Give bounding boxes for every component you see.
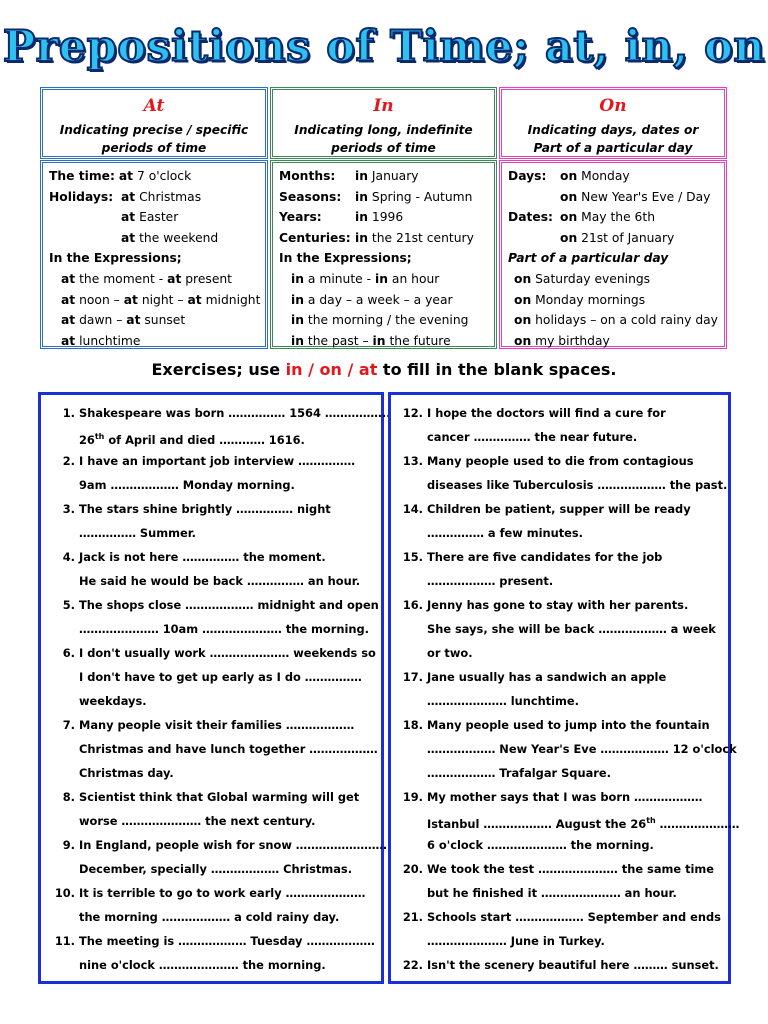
- exercise-number: 5.: [62, 598, 75, 612]
- example-line: [279, 187, 488, 208]
- in-examples: [270, 160, 497, 349]
- example-line: [508, 228, 718, 249]
- exercise-line: [399, 401, 720, 425]
- exercise-line: [49, 401, 391, 425]
- exercise-item: [399, 713, 737, 785]
- exercise-number: 8.: [62, 790, 75, 804]
- exercise-item: [49, 833, 387, 881]
- exercise-line: [49, 689, 373, 713]
- exercise-number: 15.: [402, 550, 423, 564]
- exercise-text: I have an important job interview ……………: [79, 454, 356, 468]
- example-line: [508, 166, 718, 187]
- exercise-text: In England, people wish for snow ……………………: [79, 838, 387, 852]
- header-desc-line: Indicating days, dates or: [527, 123, 699, 137]
- example-value: night –: [141, 292, 184, 307]
- example-prep: in: [355, 169, 368, 183]
- expressions-heading: In the Expressions;: [279, 251, 412, 266]
- exercise-number: 3.: [62, 502, 75, 516]
- example-value: 21st of January: [581, 230, 675, 245]
- instruction-highlight: in / on / at: [285, 360, 378, 379]
- exercise-line: [399, 593, 720, 617]
- example-prep: at: [118, 169, 134, 183]
- exercise-text: 26: [79, 432, 95, 447]
- exercise-text: Isn't the scenery beautiful here ……… sunset.: [427, 958, 719, 972]
- example-value: the moment -: [79, 271, 164, 286]
- exercise-line: [399, 641, 720, 665]
- exercise-text: nine o'clock ………………… the morning.: [79, 958, 326, 972]
- exercise-line: [399, 521, 720, 545]
- exercise-number: 20.: [402, 862, 423, 876]
- exercise-line: [49, 929, 373, 953]
- example-value: lunchtime: [79, 333, 141, 348]
- example-line: [508, 310, 718, 331]
- exercise-number: 10.: [54, 886, 75, 900]
- exercise-text: Many people visit their families ………………: [79, 718, 355, 732]
- instruction-text: to fill in the blank spaces.: [382, 360, 617, 379]
- expressions-heading: In the Expressions;: [49, 251, 182, 266]
- exercise-line: [49, 785, 373, 809]
- at-examples: [40, 160, 268, 349]
- ordinal-suffix: th: [646, 816, 656, 825]
- exercise-line: [399, 953, 720, 977]
- example-prep: in: [355, 210, 368, 225]
- exercise-text: The shops close ……………… midnight and open: [79, 598, 379, 612]
- exercise-item: [399, 497, 720, 545]
- example-line: [279, 331, 488, 352]
- exercise-item: [49, 881, 373, 929]
- exercise-number: 14.: [402, 502, 423, 516]
- example-line: [508, 290, 718, 311]
- exercise-text: Schools start ……………… September and ends: [427, 910, 721, 924]
- example-value: January: [371, 169, 419, 183]
- example-prep: at: [61, 333, 76, 348]
- example-line: [49, 290, 259, 311]
- exercise-number: 2.: [62, 454, 75, 468]
- exercise-text: worse ………………… the next century.: [79, 814, 316, 828]
- example-label: Days:: [508, 169, 547, 183]
- exercise-item: [399, 785, 740, 857]
- exercises-right: [388, 392, 740, 984]
- example-prep: on: [560, 230, 578, 245]
- exercise-line: [49, 521, 373, 545]
- example-label: The time:: [49, 169, 115, 183]
- example-prep: at: [120, 189, 136, 204]
- header-word: On: [599, 96, 627, 116]
- exercise-number: 18.: [402, 718, 423, 732]
- exercise-number: 21.: [402, 910, 423, 924]
- exercise-text: We took the test ………………… the same time: [427, 862, 715, 876]
- exercise-item: [49, 785, 373, 833]
- exercise-item: [399, 953, 720, 977]
- exercise-number: 4.: [62, 550, 75, 564]
- example-value: 1996: [371, 210, 404, 225]
- example-label: Seasons:: [279, 189, 342, 204]
- example-line: [508, 331, 718, 352]
- exercise-line: [399, 713, 720, 737]
- example-line: [49, 331, 259, 352]
- example-prep: in: [291, 271, 304, 286]
- example-prep: in: [375, 271, 388, 286]
- exercise-text: Jane usually has a sandwich an apple: [427, 670, 667, 684]
- exercise-text: There are five candidates for the job: [427, 550, 663, 564]
- exercise-text: Jack is not here …………… the moment.: [79, 550, 326, 564]
- example-prep: at: [121, 230, 136, 245]
- header-word: In: [373, 96, 394, 116]
- example-value: the morning / the evening: [307, 313, 469, 328]
- example-line: [508, 269, 718, 290]
- example-prep: on: [514, 292, 532, 307]
- exercise-line: [49, 833, 387, 857]
- exercise-text: ………………… lunchtime.: [427, 694, 579, 708]
- example-value: May the 6th: [581, 210, 655, 225]
- example-value: the future: [389, 333, 451, 348]
- header-desc-line: periods of time: [101, 141, 207, 155]
- exercise-item: [49, 641, 376, 713]
- exercise-line: [399, 665, 720, 689]
- page-title: Prepositions of Time; at, in, on: [2, 22, 766, 72]
- header-desc-line: periods of time: [331, 141, 436, 155]
- header-desc-line: Part of a particular day: [533, 141, 693, 155]
- example-value: the past –: [307, 333, 369, 348]
- header-in: [270, 87, 497, 159]
- exercises-instruction: [0, 360, 768, 379]
- example-prep: on: [514, 313, 532, 328]
- exercise-line: [399, 929, 720, 953]
- exercise-text: …………… Summer.: [79, 526, 197, 540]
- exercise-text: She says, she will be back ……………… a week: [427, 622, 716, 636]
- example-value: Monday mornings: [535, 292, 646, 307]
- exercise-text: 9am ……………… Monday morning.: [79, 478, 295, 492]
- exercise-text: or two.: [427, 646, 473, 660]
- exercise-item: [399, 401, 720, 449]
- header-desc-line: Indicating precise / specific: [59, 123, 249, 137]
- header-desc: [273, 121, 494, 157]
- exercise-line: [49, 641, 376, 665]
- exercise-text: Jenny has gone to stay with her parents.: [427, 598, 689, 612]
- exercise-number: 12.: [402, 406, 423, 420]
- exercise-item: [399, 545, 720, 593]
- header-at: [40, 87, 268, 159]
- exercise-line: [399, 881, 720, 905]
- exercise-line: [49, 809, 373, 833]
- ordinal-suffix: th: [94, 432, 105, 441]
- exercise-text: It is terrible to go to work early …………………: [79, 886, 366, 900]
- example-value: holidays – on a cold rainy day: [535, 313, 718, 328]
- exercise-text: diseases like Tuberculosis ……………… the past.: [427, 478, 728, 492]
- example-prep: at: [61, 271, 76, 286]
- header-desc: [43, 121, 265, 157]
- exercise-text: but he finished it ………………… an hour.: [427, 886, 677, 900]
- exercise-line: [49, 425, 373, 449]
- example-prep: on: [514, 333, 532, 348]
- example-prep: at: [61, 313, 76, 328]
- header-desc: [502, 121, 724, 157]
- example-value: a day – a week – a year: [307, 292, 453, 307]
- example-line: [508, 207, 718, 228]
- example-prep: on: [560, 189, 578, 204]
- exercise-number: 19.: [402, 790, 423, 804]
- exercise-text: Children be patient, supper will be ready: [427, 502, 691, 516]
- exercise-text: …………………: [655, 816, 740, 831]
- example-line: [279, 207, 488, 228]
- exercise-item: [399, 857, 720, 905]
- exercise-item: [49, 593, 379, 641]
- example-label: Months:: [279, 169, 336, 183]
- example-line: [49, 269, 259, 290]
- exercise-text: ……………… present.: [427, 574, 554, 588]
- example-prep: on: [514, 271, 532, 286]
- exercise-item: [399, 449, 728, 497]
- exercise-text: of April and died ………… 1616.: [104, 432, 305, 447]
- example-prep: at: [126, 313, 141, 328]
- exercise-item: [49, 545, 373, 593]
- exercise-line: [49, 713, 373, 737]
- example-value: 7 o'clock: [136, 169, 192, 183]
- exercise-line: [49, 449, 373, 473]
- example-value: Christmas: [139, 189, 202, 204]
- exercise-text: The stars shine brightly …………… night: [79, 502, 331, 516]
- example-prep: at: [61, 292, 76, 307]
- exercise-text: I don't have to get up early as I do ……………: [79, 670, 362, 684]
- example-value: New Year's Eve / Day: [581, 189, 711, 204]
- example-prep: on: [560, 210, 578, 225]
- exercise-line: [49, 953, 373, 977]
- exercise-line: [399, 905, 720, 929]
- exercise-line: [49, 881, 373, 905]
- exercise-text: My mother says that I was born ………………: [427, 790, 703, 804]
- example-label: Centuries:: [279, 230, 351, 245]
- exercise-line: [49, 569, 373, 593]
- exercise-text: I don't usually work ………………… weekends so: [79, 646, 376, 660]
- exercise-item: [49, 929, 373, 977]
- exercise-text: I hope the doctors will find a cure for: [427, 406, 666, 420]
- exercise-item: [49, 401, 391, 449]
- exercise-text: Shakespeare was born …………… 1564 ……………..: [79, 406, 391, 420]
- example-value: midnight: [205, 292, 261, 307]
- header-on: [499, 87, 727, 159]
- exercise-number: 22.: [402, 958, 423, 972]
- exercise-line: [399, 569, 720, 593]
- exercise-line: [399, 809, 740, 833]
- example-prep: in: [291, 292, 304, 307]
- exercise-line: [399, 833, 720, 857]
- header-desc-line: Indicating long, indefinite: [294, 123, 473, 137]
- exercise-text: Istanbul ……………… August the 26: [427, 816, 647, 831]
- example-line: [49, 207, 259, 228]
- exercise-text: weekdays.: [79, 694, 147, 708]
- example-prep: in: [355, 230, 368, 245]
- exercise-text: cancer …………… the near future.: [427, 430, 638, 444]
- exercise-text: …………… a few minutes.: [427, 526, 584, 540]
- exercise-number: 9.: [62, 838, 75, 852]
- example-value: Easter: [139, 210, 179, 225]
- exercise-text: ………………… June in Turkey.: [427, 934, 605, 948]
- example-prep: at: [121, 210, 136, 225]
- example-value: a minute -: [307, 271, 372, 286]
- exercise-line: [399, 737, 737, 761]
- exercise-line: [49, 905, 373, 929]
- exercise-number: 1.: [62, 406, 75, 420]
- example-label: Years:: [279, 210, 322, 225]
- exercise-number: 13.: [402, 454, 423, 468]
- example-value: my birthday: [535, 333, 610, 348]
- example-prep: at: [123, 292, 138, 307]
- example-value: Saturday evenings: [535, 271, 651, 286]
- exercise-number: 17.: [402, 670, 423, 684]
- exercise-text: Christmas and have lunch together ………………: [79, 742, 378, 756]
- exercise-line: [399, 689, 720, 713]
- example-value: dawn –: [79, 313, 123, 328]
- exercise-line: [399, 449, 720, 473]
- exercise-item: [49, 449, 373, 497]
- example-line: [508, 187, 718, 208]
- exercise-number: 16.: [402, 598, 423, 612]
- exercise-text: ……………… Trafalgar Square.: [427, 766, 611, 780]
- exercise-text: Many people used to die from contagious: [427, 454, 694, 468]
- exercise-line: [49, 617, 373, 641]
- exercise-line: [399, 617, 720, 641]
- example-value: an hour: [391, 271, 440, 286]
- instruction-text: Exercises; use: [151, 360, 281, 379]
- example-line: [279, 269, 488, 290]
- exercise-line: [49, 545, 373, 569]
- example-prep: in: [291, 333, 304, 348]
- exercise-number: 7.: [62, 718, 75, 732]
- example-line: [49, 228, 259, 249]
- exercise-text: ……………… New Year's Eve ……………… 12 o'clock: [427, 742, 737, 756]
- exercises-left: [38, 392, 391, 984]
- example-value: the 21st century: [371, 230, 474, 245]
- exercise-text: He said he would be back …………… an hour.: [79, 574, 361, 588]
- exercise-number: 11.: [54, 934, 75, 948]
- part-of-day-heading: Part of a particular day: [508, 251, 669, 266]
- exercise-line: [49, 593, 379, 617]
- example-value: noon –: [79, 292, 120, 307]
- exercise-text: Scientist think that Global warming will get: [79, 790, 360, 804]
- example-label: Holidays:: [49, 189, 114, 204]
- example-prep: in: [355, 189, 368, 204]
- example-value: Monday: [581, 169, 630, 183]
- example-prep: on: [560, 169, 578, 183]
- exercise-line: [399, 473, 728, 497]
- example-prep: in: [291, 313, 304, 328]
- exercise-line: [399, 425, 720, 449]
- exercise-line: [399, 785, 720, 809]
- example-value: present: [185, 271, 232, 286]
- exercise-line: [49, 665, 373, 689]
- on-examples: [499, 160, 727, 349]
- exercise-line: [49, 737, 378, 761]
- example-prep: at: [187, 292, 202, 307]
- exercise-number: 6.: [62, 646, 75, 660]
- exercise-item: [49, 713, 378, 785]
- exercise-line: [49, 473, 373, 497]
- exercise-text: The meeting is ……………… Tuesday ………………: [79, 934, 375, 948]
- example-line: [279, 166, 488, 187]
- exercise-text: the morning ……………… a cold rainy day.: [79, 910, 340, 924]
- exercise-text: Many people used to jump into the fountain: [427, 718, 710, 732]
- exercise-line: [399, 761, 720, 785]
- exercise-line: [399, 545, 720, 569]
- exercise-line: [49, 497, 373, 521]
- exercise-line: [399, 857, 720, 881]
- exercise-item: [399, 593, 720, 665]
- example-label: Dates:: [508, 210, 553, 225]
- example-line: [279, 290, 488, 311]
- example-line: [49, 166, 259, 187]
- example-value: the weekend: [139, 230, 219, 245]
- example-value: Spring - Autumn: [371, 189, 473, 204]
- exercise-item: [399, 905, 720, 953]
- exercise-text: 6 o'clock ………………… the morning.: [427, 838, 654, 852]
- exercise-line: [49, 761, 373, 785]
- example-line: [279, 228, 488, 249]
- example-line: [279, 310, 488, 331]
- example-line: [49, 187, 259, 208]
- exercise-line: [399, 497, 720, 521]
- header-word: At: [143, 96, 165, 116]
- example-line: [49, 310, 259, 331]
- example-prep: at: [167, 271, 182, 286]
- exercise-item: [399, 665, 720, 713]
- exercise-line: [49, 857, 373, 881]
- exercise-text: ………………… 10am ………………… the morning.: [79, 622, 369, 636]
- exercise-text: Christmas day.: [79, 766, 174, 780]
- example-prep: in: [372, 333, 386, 348]
- exercise-text: December, specially ……………… Christmas.: [79, 862, 353, 876]
- example-value: sunset: [144, 313, 186, 328]
- exercise-item: [49, 497, 373, 545]
